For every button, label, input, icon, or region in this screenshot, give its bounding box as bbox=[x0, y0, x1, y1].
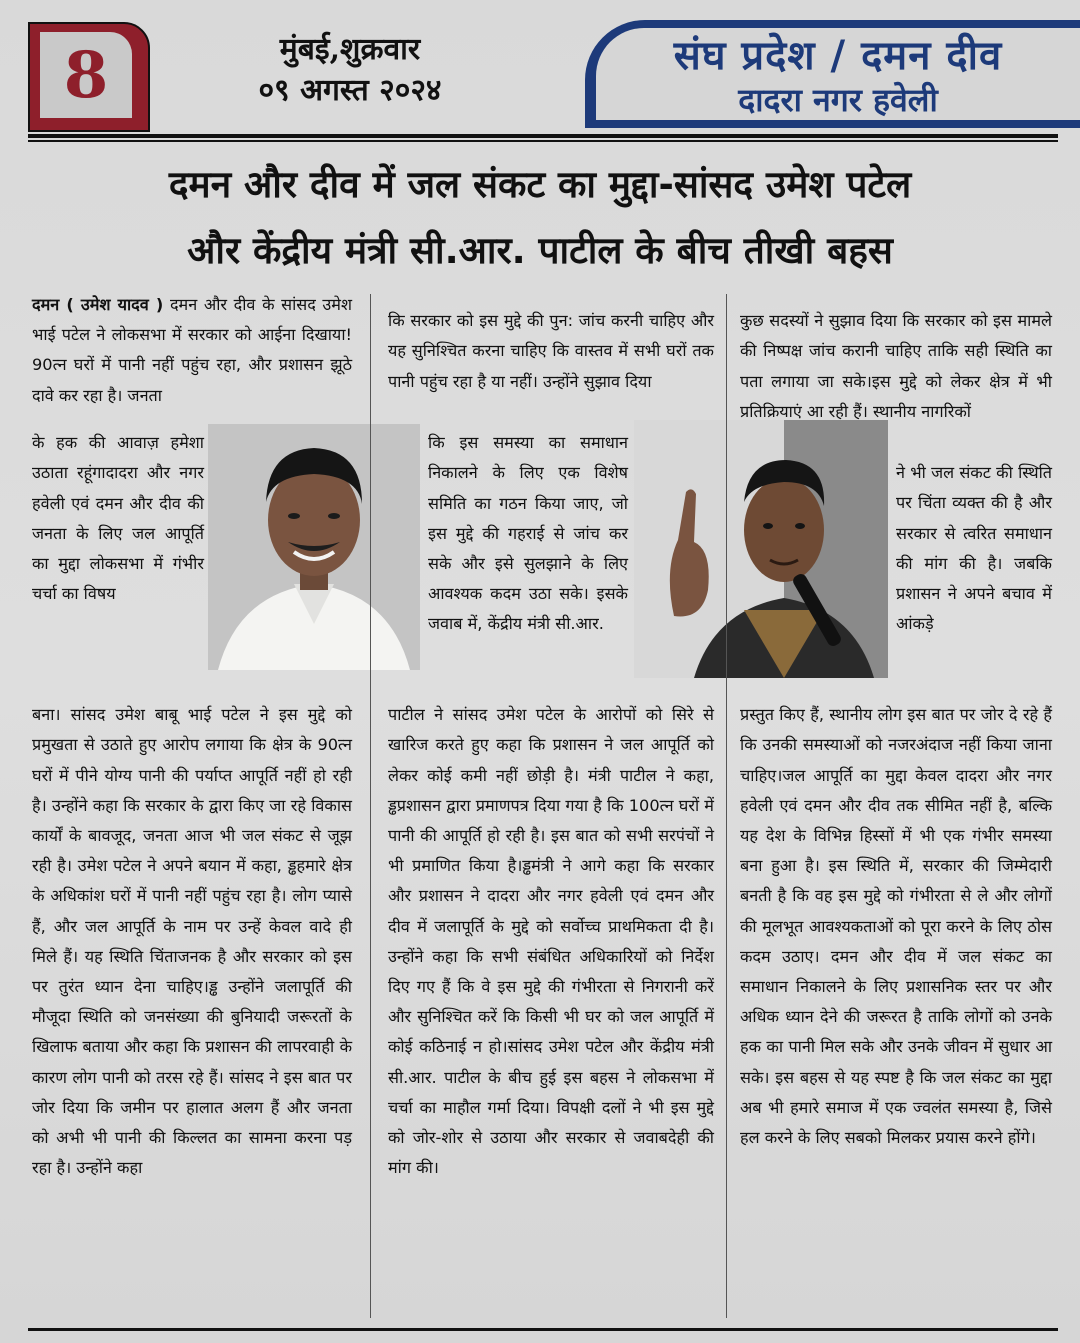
headline-line-1: दमन और दीव में जल संकट का मुद्दा-सांसद उमेश पटेल bbox=[168, 163, 912, 206]
column-divider-2 bbox=[726, 294, 727, 1318]
section-subtitle: दादरा नगर हवेली bbox=[738, 81, 938, 119]
column-2-body bbox=[388, 684, 714, 1200]
byline: दमन ( उमेश यादव ) bbox=[32, 295, 164, 314]
footer-rule bbox=[28, 1328, 1058, 1331]
header-rule bbox=[28, 134, 1058, 138]
page-number: 8 bbox=[40, 32, 132, 118]
headline-line-2: और केंद्रीय मंत्री सी.आर. पाटील के बीच तीखी बहस bbox=[187, 229, 893, 272]
col3-wrap-text: ने भी जल संकट की स्थिति पर चिंता व्यक्त की है और सरकार से त्वरित समाधान की मांग की है। जबकि प्रशासन ने अपने बचाव में आंकड़े bbox=[896, 463, 1052, 634]
col1-intro-text: दमन और दीव के सांसद उमेश भाई पटेल ने लोकसभा में सरकार को आईना दिखाया! 90त्न घरों में पानी नहीं पहुंच रहा, और प्रशासन झूठे दावे कर रहा है। जनता bbox=[32, 295, 352, 405]
dateline bbox=[180, 30, 520, 112]
col2-wrap-text: कि इस समस्या का समाधान निकालने के लिए एक विशेष समिति का गठन किया जाए, जो इस मुद्दे की गहराई से जांच कर सके और इसे सुलझाने के लिए आवश्यक कदम उठा सके। इसके जवाब में, केंद्रीय मंत्री सी.आर. bbox=[428, 433, 628, 634]
issue-date: ०९ अगस्त २०२४ bbox=[258, 73, 442, 108]
page-number-box bbox=[28, 22, 150, 132]
col2-intro-text: कि सरकार को इस मुद्दे की पुन: जांच करनी चाहिए और यह सुनिश्चित करना चाहिए कि वास्तव में सभी घरों तक पानी पहुंच रहा है या नहीं। उन्होंने सुझाव दिया bbox=[388, 311, 714, 391]
column-1-body bbox=[32, 684, 352, 1200]
minister-illustration bbox=[634, 420, 888, 678]
section-title: संघ प्रदेश / दमन दीव bbox=[673, 33, 1003, 79]
column-2-intro bbox=[388, 290, 714, 413]
col1-body-text: बना। सांसद उमेश बाबू भाई पटेल ने इस मुद्दे को प्रमुखता से उठाते हुए आरोप लगाया कि क्षेत्र के 90त्न घरों में पीने योग्य पानी की पर्याप्त आपूर्ति नहीं हो रही है। उन्होंने कहा कि सरकार के द्वारा किए जा रहे विकास कार्यों के बावजूद, जनता आज भी जल संकट से जूझ रही है। उमेश पटेल ने अपने बयान में कहा, ड्ढहमारे क्षेत्र के अधिकांश घरों में पानी नहीं पहुंच रहा है। लोग प्यासे हैं, और जल आपूर्ति के नाम पर उन्हें केवल वादे ही मिले हैं। यह स्थिति चिंताजनक है और सरकार को इस पर तुरंत ध्यान देना चाहिए।ड्ढ उन्होंने जलापूर्ति की मौजूदा स्थिति को जनसंख्या की बुनियादी जरूरतों के खिलाफ बताया और कहा कि प्रशासन की लापरवाही के कारण लोग पानी को तरस रहे हैं। सांसद ने इस बात पर जोर दिया कि जमीन पर हालात अलग हैं और जनता को अभी भी पानी की किल्लत का सामना करना पड़ रहा है। उन्होंने कहा bbox=[32, 705, 352, 1178]
minister-speaking-photo bbox=[634, 420, 888, 678]
portrait-illustration bbox=[208, 424, 420, 670]
col1-wrap-text: के हक की आवाज़ हमेशा उठाता रहूंगादादरा और नगर हवेली एवं दमन और दीव की जनता के लिए जल आपूर्ति का मुद्दा लोकसभा में गंभीर चर्चा का विषय bbox=[32, 433, 204, 604]
column-1-intro bbox=[32, 290, 352, 411]
column-3-intro bbox=[740, 290, 1052, 443]
city-day: मुंबई,शुक्रवार bbox=[279, 32, 421, 67]
column-1-wrap bbox=[32, 412, 204, 626]
section-banner bbox=[596, 28, 1080, 120]
col3-body-text: प्रस्तुत किए हैं, स्थानीय लोग इस बात पर जोर दे रहे हैं कि उनकी समस्याओं को नजरअंदाज नहीं किया जाना चाहिए।जल आपूर्ति का मुद्दा केवल दादरा और नगर हवेली एवं दमन और दीव तक सीमित नहीं है, बल्कि यह देश के विभिन्न हिस्सों में भी एक गंभीर समस्या बना हुआ है। इस स्थिति में, सरकार की जिम्मेदारी बनती है कि वह इस मुद्दे को गंभीरता से ले और लोगों की मूलभूत आवश्यकताओं को पूरा करने के लिए ठोस कदम उठाए। दमन और दीव में जल संकट का समाधान निकालने के लिए प्रशासनिक स्तर पर और अधिक ध्यान देने की जरूरत है ताकि लोगों को उनके हक का पानी मिल सके और उनके जीवन में सुधार आ सके। इस बहस से यह स्पष्ट है कि जल संकट का मुद्दा अब भी हमारे समाज में एक ज्वलंत समस्या है, जिसे हल करने के लिए सबको मिलकर प्रयास करने होंगे। bbox=[740, 705, 1052, 1148]
col3-intro-text: कुछ सदस्यों ने सुझाव दिया कि सरकार को इस मामले की निष्पक्ष जांच करानी चाहिए ताकि सही स्थिति का पता लगाया जा सके।इस मुद्दे को लेकर क्षेत्र में भी प्रतिक्रियाएं आ रही हैं। स्थानीय नागरिकों bbox=[740, 311, 1052, 421]
column-2-wrap bbox=[428, 412, 628, 656]
column-3-body bbox=[740, 684, 1052, 1169]
header-rule-thin bbox=[28, 140, 1058, 142]
column-3-wrap bbox=[896, 442, 1052, 656]
col2-body-text: पाटील ने सांसद उमेश पटेल के आरोपों को सिरे से खारिज करते हुए कहा कि प्रशासन ने जल आपूर्ति को लेकर कोई कमी नहीं छोड़ी है। मंत्री पाटील ने कहा, ड्ढप्रशासन द्वारा प्रमाणपत्र दिया गया है कि 100त्न घरों में पानी की आपूर्ति हो रही है। इस बात को सभी सरपंचों ने भी प्रमाणित किया है।ड्ढमंत्री ने आगे कहा कि सरकार और प्रशासन ने दादरा और नगर हवेली एवं दमन और दीव में जलापूर्ति के मुद्दे को सर्वोच्च प्राथमिकता दी है। उन्होंने कहा कि सभी संबंधित अधिकारियों को निर्देश दिए गए हैं कि वे इस मुद्दे की गंभीरता से निगरानी करें और सुनिश्चित करें कि किसी भी घर को जल आपूर्ति में कोई कठिनाई न हो।सांसद उमेश पटेल और केंद्रीय मंत्री सी.आर. पाटील के बीच हुई इस बहस ने लोकसभा में चर्चा का माहौल गर्मा दिया। विपक्षी दलों ने भी इस मुद्दे को जोर-शोर से उठाया और सरकार से जवाबदेही की मांग की। bbox=[388, 705, 714, 1178]
mp-portrait-photo bbox=[208, 424, 420, 670]
column-divider-1 bbox=[370, 294, 371, 1318]
article-headline bbox=[30, 152, 1050, 284]
